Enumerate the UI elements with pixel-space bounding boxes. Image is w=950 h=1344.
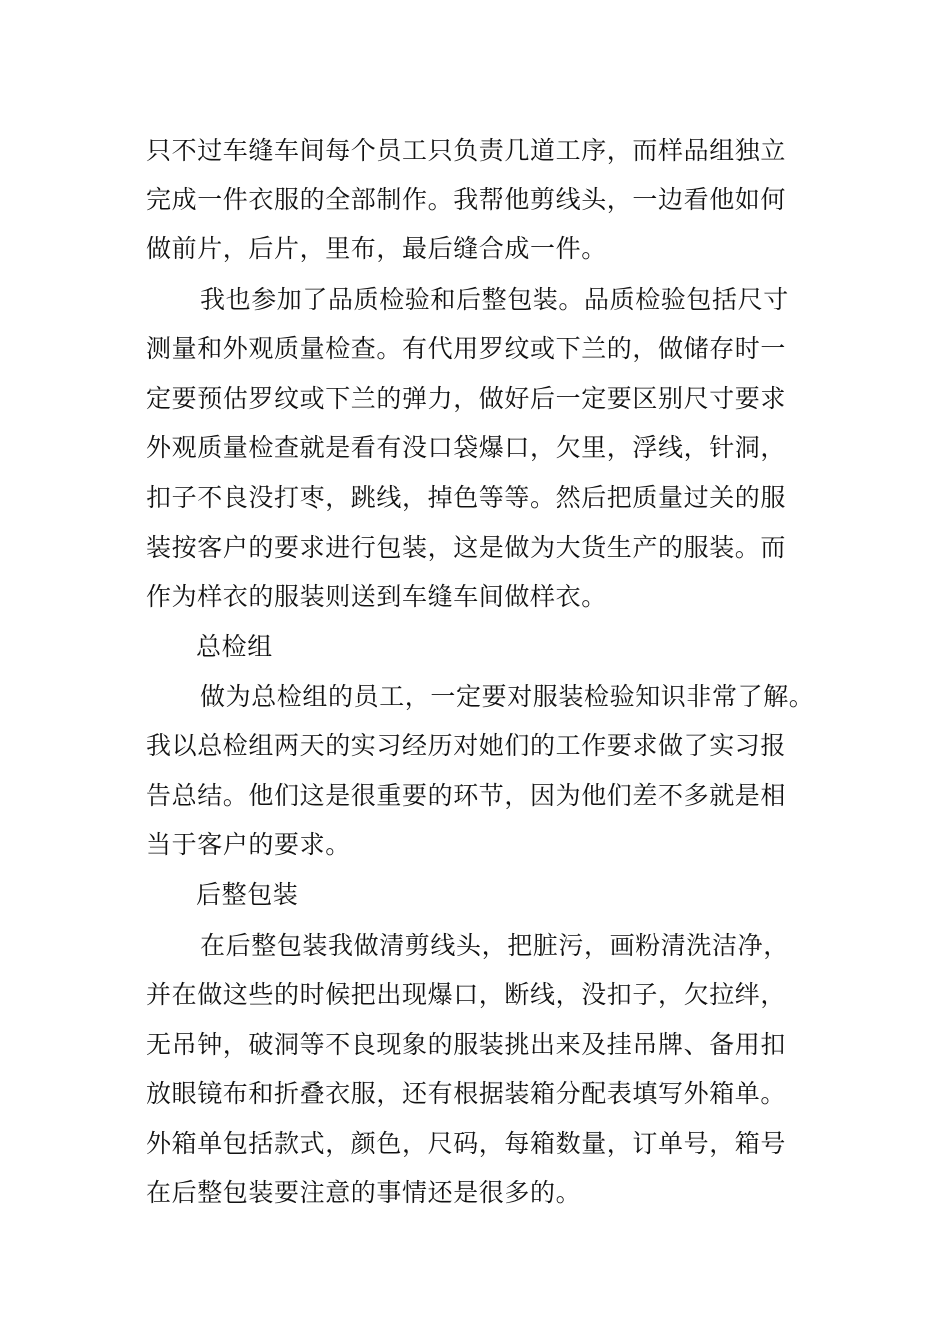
section-heading: 后整包装: [196, 880, 299, 909]
text-line: 并在做这些的时候把出现爆口，断线，没扣子，欠拉绊，: [146, 980, 787, 1009]
text-line: 无吊钟，破洞等不良现象的服装挑出来及挂吊牌、备用扣: [146, 1030, 787, 1059]
text-line: 我以总检组两天的实习经历对她们的工作要求做了实习报: [146, 731, 787, 760]
text-line: 完成一件衣服的全部制作。我帮他剪线头，一边看他如何: [146, 185, 787, 214]
text-line: 外观质量检查就是看有没口袋爆口，欠里，浮线，针洞，: [146, 433, 787, 462]
text-line: 定要预估罗纹或下兰的弹力，做好后一定要区别尺寸要求: [146, 384, 787, 413]
text-line: 在后整包装要注意的事情还是很多的。: [146, 1178, 582, 1207]
text-line: 在后整包装我做清剪线头，把脏污，画粉清洗洁净，: [200, 931, 789, 960]
text-line: 做为总检组的员工，一定要对服装检验知识非常了解。: [200, 682, 815, 711]
text-line: 只不过车缝车间每个员工只负责几道工序，而样品组独立: [146, 136, 787, 165]
text-line: 我也参加了品质检验和后整包装。品质检验包括尺寸: [200, 285, 789, 314]
text-line: 作为样衣的服装则送到车缝车间做样衣。: [146, 582, 607, 611]
text-line: 测量和外观质量检查。有代用罗纹或下兰的，做储存时一: [146, 334, 787, 363]
text-line: 告总结。他们这是很重要的环节，因为他们差不多就是相: [146, 781, 787, 810]
section-heading: 总检组: [196, 632, 273, 661]
text-line: 外箱单包括款式，颜色，尺码，每箱数量，订单号，箱号: [146, 1129, 787, 1158]
text-line: 做前片，后片，里布，最后缝合成一件。: [146, 234, 607, 263]
text-line: 放眼镜布和折叠衣服，还有根据装箱分配表填写外箱单。: [146, 1079, 787, 1108]
text-line: 当于客户的要求。: [146, 830, 351, 859]
text-line: 扣子不良没打枣，跳线，掉色等等。然后把质量过关的服: [146, 483, 787, 512]
text-line: 装按客户的要求进行包装，这是做为大货生产的服装。而: [146, 533, 787, 562]
